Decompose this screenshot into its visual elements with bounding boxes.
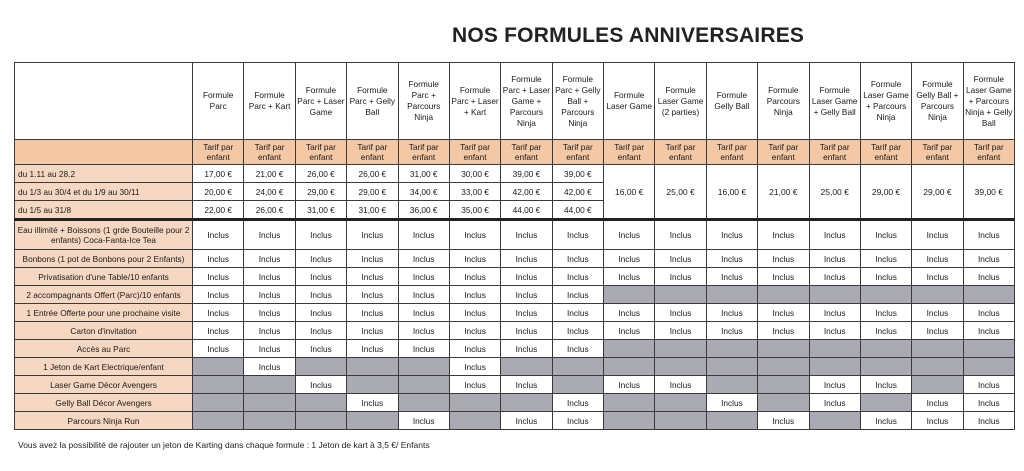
included-cell: Inclus — [912, 394, 963, 412]
tarif-cell: Tarif par enfant — [244, 140, 295, 165]
included-cell: Inclus — [501, 322, 552, 340]
price-cell: 42,00 € — [552, 183, 603, 201]
footnote: Vous avez la possibilité de rajouter un jeton de Karting dans chaque formule : 1 Jeton de kart à 3,5 €/ Enfants — [18, 440, 430, 450]
not-included-cell — [604, 340, 655, 358]
not-included-cell — [860, 340, 911, 358]
included-cell: Inclus — [347, 340, 398, 358]
not-included-cell — [758, 340, 809, 358]
fixed-price-cell: 21,00 € — [758, 165, 809, 220]
included-cell: Inclus — [244, 358, 295, 376]
not-included-cell — [963, 340, 1014, 358]
included-cell: Inclus — [860, 304, 911, 322]
included-cell: Inclus — [244, 340, 295, 358]
price-cell: 29,00 € — [347, 183, 398, 201]
included-cell: Inclus — [758, 250, 809, 268]
not-included-cell — [809, 358, 860, 376]
included-cell: Inclus — [963, 304, 1014, 322]
not-included-cell — [604, 358, 655, 376]
included-cell: Inclus — [501, 250, 552, 268]
included-cell: Inclus — [912, 412, 963, 430]
not-included-cell — [706, 412, 757, 430]
included-cell: Inclus — [963, 322, 1014, 340]
included-cell: Inclus — [809, 268, 860, 286]
included-cell: Inclus — [193, 322, 244, 340]
not-included-cell — [244, 394, 295, 412]
price-row — [15, 165, 1015, 183]
included-cell: Inclus — [655, 220, 706, 250]
included-cell: Inclus — [860, 220, 911, 250]
included-cell: Inclus — [963, 394, 1014, 412]
feature-label: Bonbons (1 pot de Bonbons pour 2 Enfants) — [15, 250, 193, 268]
included-cell: Inclus — [963, 268, 1014, 286]
not-included-cell — [963, 286, 1014, 304]
not-included-cell — [912, 286, 963, 304]
not-included-cell — [398, 394, 449, 412]
not-included-cell — [809, 340, 860, 358]
tarif-cell: Tarif par enfant — [552, 140, 603, 165]
included-cell: Inclus — [449, 376, 500, 394]
included-cell: Inclus — [912, 322, 963, 340]
price-cell: 34,00 € — [398, 183, 449, 201]
price-cell: 31,00 € — [347, 201, 398, 220]
fixed-price-cell: 16,00 € — [604, 165, 655, 220]
feature-row — [15, 322, 1015, 340]
feature-row — [15, 286, 1015, 304]
included-cell: Inclus — [398, 304, 449, 322]
included-cell: Inclus — [912, 220, 963, 250]
not-included-cell — [449, 394, 500, 412]
not-included-cell — [809, 412, 860, 430]
col-formule-parc-laser-kart: Formule Parc + Laser + Kart — [449, 63, 500, 140]
included-cell: Inclus — [912, 268, 963, 286]
included-cell: Inclus — [244, 220, 295, 250]
included-cell: Inclus — [552, 250, 603, 268]
price-cell: 42,00 € — [501, 183, 552, 201]
included-cell: Inclus — [860, 376, 911, 394]
price-cell: 31,00 € — [295, 201, 346, 220]
not-included-cell — [552, 358, 603, 376]
tarif-cell: Tarif par enfant — [501, 140, 552, 165]
included-cell: Inclus — [295, 304, 346, 322]
col-formule-parc-laser: Formule Parc + Laser Game — [295, 63, 346, 140]
included-cell: Inclus — [963, 250, 1014, 268]
feature-label: Accès au Parc — [15, 340, 193, 358]
included-cell: Inclus — [347, 322, 398, 340]
feature-label: 2 accompagnants Offert (Parc)/10 enfants — [15, 286, 193, 304]
not-included-cell — [758, 376, 809, 394]
included-cell: Inclus — [706, 250, 757, 268]
included-cell: Inclus — [398, 286, 449, 304]
included-cell: Inclus — [449, 250, 500, 268]
not-included-cell — [706, 286, 757, 304]
not-included-cell — [193, 412, 244, 430]
included-cell: Inclus — [655, 304, 706, 322]
price-cell: 33,00 € — [449, 183, 500, 201]
included-cell: Inclus — [244, 322, 295, 340]
not-included-cell — [706, 376, 757, 394]
period-label: du 1.11 au 28.2 — [15, 165, 193, 183]
not-included-cell — [655, 358, 706, 376]
tarif-cell: Tarif par enfant — [758, 140, 809, 165]
included-cell: Inclus — [552, 304, 603, 322]
included-cell: Inclus — [706, 220, 757, 250]
included-cell: Inclus — [449, 340, 500, 358]
not-included-cell — [706, 358, 757, 376]
included-cell: Inclus — [809, 220, 860, 250]
formula-header-row — [15, 63, 1015, 140]
included-cell: Inclus — [347, 268, 398, 286]
not-included-cell — [860, 358, 911, 376]
included-cell: Inclus — [398, 220, 449, 250]
not-included-cell — [860, 286, 911, 304]
col-formule-parc-gelly: Formule Parc + Gelly Ball — [347, 63, 398, 140]
included-cell: Inclus — [244, 286, 295, 304]
not-included-cell — [347, 412, 398, 430]
feature-row — [15, 220, 1015, 250]
fixed-price-cell: 16,00 € — [706, 165, 757, 220]
col-formule-laser-ninja: Formule Laser Game + Parcours Ninja — [860, 63, 911, 140]
not-included-cell — [501, 358, 552, 376]
not-included-cell — [912, 376, 963, 394]
tarif-cell: Tarif par enfant — [655, 140, 706, 165]
included-cell: Inclus — [758, 322, 809, 340]
fixed-price-cell: 25,00 € — [809, 165, 860, 220]
included-cell: Inclus — [449, 322, 500, 340]
col-formule-gelly: Formule Gelly Ball — [706, 63, 757, 140]
col-formule-parc-gelly-ninja: Formule Parc + Gelly Ball + Parcours Ninja — [552, 63, 603, 140]
price-cell: 30,00 € — [449, 165, 500, 183]
included-cell: Inclus — [552, 268, 603, 286]
not-included-cell — [655, 394, 706, 412]
price-cell: 22,00 € — [193, 201, 244, 220]
included-cell: Inclus — [501, 376, 552, 394]
col-formule-laser-2: Formule Laser Game (2 parties) — [655, 63, 706, 140]
included-cell: Inclus — [604, 376, 655, 394]
col-formule-parc: Formule Parc — [193, 63, 244, 140]
tarif-row — [15, 140, 1015, 165]
included-cell: Inclus — [552, 340, 603, 358]
not-included-cell — [655, 286, 706, 304]
price-cell: 24,00 € — [244, 183, 295, 201]
included-cell: Inclus — [295, 250, 346, 268]
not-included-cell — [398, 358, 449, 376]
included-cell: Inclus — [860, 268, 911, 286]
period-label: du 1/5 au 31/8 — [15, 201, 193, 220]
not-included-cell — [193, 394, 244, 412]
included-cell: Inclus — [963, 220, 1014, 250]
included-cell: Inclus — [552, 286, 603, 304]
included-cell: Inclus — [706, 268, 757, 286]
feature-label: Privatisation d'une Table/10 enfants — [15, 268, 193, 286]
included-cell: Inclus — [655, 376, 706, 394]
included-cell: Inclus — [758, 220, 809, 250]
not-included-cell — [860, 394, 911, 412]
included-cell: Inclus — [501, 220, 552, 250]
included-cell: Inclus — [758, 304, 809, 322]
included-cell: Inclus — [501, 268, 552, 286]
included-cell: Inclus — [244, 250, 295, 268]
feature-label: 1 Entrée Offerte pour une prochaine visite — [15, 304, 193, 322]
feature-row — [15, 304, 1015, 322]
included-cell: Inclus — [860, 322, 911, 340]
included-cell: Inclus — [347, 394, 398, 412]
price-cell: 20,00 € — [193, 183, 244, 201]
col-formule-parc-ninja: Formule Parc + Parcours Ninja — [398, 63, 449, 140]
price-cell: 26,00 € — [244, 201, 295, 220]
feature-row — [15, 376, 1015, 394]
period-label: du 1/3 au 30/4 et du 1/9 au 30/11 — [15, 183, 193, 201]
included-cell: Inclus — [552, 220, 603, 250]
included-cell: Inclus — [912, 250, 963, 268]
included-cell: Inclus — [604, 304, 655, 322]
not-included-cell — [758, 358, 809, 376]
included-cell: Inclus — [295, 340, 346, 358]
included-cell: Inclus — [809, 394, 860, 412]
price-cell: 36,00 € — [398, 201, 449, 220]
not-included-cell — [347, 376, 398, 394]
fixed-price-cell: 25,00 € — [655, 165, 706, 220]
included-cell: Inclus — [244, 268, 295, 286]
included-cell: Inclus — [193, 340, 244, 358]
included-cell: Inclus — [193, 268, 244, 286]
not-included-cell — [193, 358, 244, 376]
included-cell: Inclus — [193, 286, 244, 304]
included-cell: Inclus — [244, 304, 295, 322]
included-cell: Inclus — [398, 250, 449, 268]
not-included-cell — [604, 394, 655, 412]
price-cell: 31,00 € — [398, 165, 449, 183]
pricing-table — [14, 62, 1015, 430]
included-cell: Inclus — [449, 358, 500, 376]
included-cell: Inclus — [552, 322, 603, 340]
fixed-price-cell: 29,00 € — [860, 165, 911, 220]
price-cell: 21,00 € — [244, 165, 295, 183]
not-included-cell — [501, 394, 552, 412]
included-cell: Inclus — [347, 220, 398, 250]
not-included-cell — [655, 412, 706, 430]
not-included-cell — [809, 286, 860, 304]
tarif-cell: Tarif par enfant — [398, 140, 449, 165]
feature-row — [15, 340, 1015, 358]
included-cell: Inclus — [501, 340, 552, 358]
col-formule-laser-gelly: Formule Laser Game + Gelly Ball — [809, 63, 860, 140]
not-included-cell — [604, 412, 655, 430]
not-included-cell — [963, 358, 1014, 376]
not-included-cell — [912, 358, 963, 376]
not-included-cell — [758, 394, 809, 412]
price-cell: 17,00 € — [193, 165, 244, 183]
price-cell: 26,00 € — [295, 165, 346, 183]
included-cell: Inclus — [193, 220, 244, 250]
included-cell: Inclus — [449, 268, 500, 286]
included-cell: Inclus — [604, 220, 655, 250]
included-cell: Inclus — [501, 286, 552, 304]
not-included-cell — [449, 412, 500, 430]
included-cell: Inclus — [604, 268, 655, 286]
tarif-cell: Tarif par enfant — [449, 140, 500, 165]
feature-row — [15, 412, 1015, 430]
included-cell: Inclus — [449, 304, 500, 322]
included-cell: Inclus — [501, 412, 552, 430]
not-included-cell — [706, 340, 757, 358]
col-formule-ninja: Formule Parcours Ninja — [758, 63, 809, 140]
included-cell: Inclus — [347, 286, 398, 304]
not-included-cell — [347, 358, 398, 376]
not-included-cell — [398, 376, 449, 394]
included-cell: Inclus — [809, 250, 860, 268]
feature-row — [15, 394, 1015, 412]
feature-label: Carton d'invitation — [15, 322, 193, 340]
included-cell: Inclus — [552, 412, 603, 430]
price-cell: 44,00 € — [501, 201, 552, 220]
tarif-row-label — [15, 140, 193, 165]
col-formule-gelly-ninja: Formule Gelly Ball + Parcours Ninja — [912, 63, 963, 140]
price-cell: 26,00 € — [347, 165, 398, 183]
corner-cell — [15, 63, 193, 140]
included-cell: Inclus — [860, 250, 911, 268]
col-formule-laser-ninja-gelly: Formule Laser Game + Parcours Ninja + Gelly Ball — [963, 63, 1014, 140]
page-title: NOS FORMULES ANNIVERSAIRES — [452, 24, 805, 47]
included-cell: Inclus — [809, 322, 860, 340]
not-included-cell — [244, 412, 295, 430]
tarif-cell: Tarif par enfant — [963, 140, 1014, 165]
col-formule-parc-laser-ninja: Formule Parc + Laser Game + Parcours Ninja — [501, 63, 552, 140]
feature-row — [15, 268, 1015, 286]
included-cell: Inclus — [398, 268, 449, 286]
included-cell: Inclus — [604, 250, 655, 268]
included-cell: Inclus — [963, 376, 1014, 394]
not-included-cell — [295, 412, 346, 430]
included-cell: Inclus — [347, 304, 398, 322]
price-cell: 35,00 € — [449, 201, 500, 220]
feature-label: Parcours Ninja Run — [15, 412, 193, 430]
not-included-cell — [912, 340, 963, 358]
included-cell: Inclus — [295, 286, 346, 304]
feature-row — [15, 250, 1015, 268]
feature-label: Eau illimité + Boissons (1 grde Bouteille pour 2 enfants) Coca-Fanta-Ice Tea — [15, 220, 193, 250]
price-cell: 29,00 € — [295, 183, 346, 201]
tarif-cell: Tarif par enfant — [860, 140, 911, 165]
included-cell: Inclus — [860, 412, 911, 430]
included-cell: Inclus — [398, 340, 449, 358]
price-cell: 39,00 € — [501, 165, 552, 183]
included-cell: Inclus — [347, 250, 398, 268]
tarif-cell: Tarif par enfant — [604, 140, 655, 165]
not-included-cell — [758, 286, 809, 304]
tarif-cell: Tarif par enfant — [193, 140, 244, 165]
included-cell: Inclus — [398, 412, 449, 430]
included-cell: Inclus — [604, 322, 655, 340]
fixed-price-cell: 29,00 € — [912, 165, 963, 220]
included-cell: Inclus — [193, 304, 244, 322]
feature-row — [15, 358, 1015, 376]
tarif-cell: Tarif par enfant — [295, 140, 346, 165]
feature-label: Laser Game Décor Avengers — [15, 376, 193, 394]
not-included-cell — [655, 340, 706, 358]
price-cell: 44,00 € — [552, 201, 603, 220]
included-cell: Inclus — [501, 304, 552, 322]
tarif-cell: Tarif par enfant — [809, 140, 860, 165]
feature-label: 1 Jeton de Kart Electrique/enfant — [15, 358, 193, 376]
included-cell: Inclus — [963, 412, 1014, 430]
not-included-cell — [552, 376, 603, 394]
included-cell: Inclus — [758, 412, 809, 430]
included-cell: Inclus — [912, 304, 963, 322]
included-cell: Inclus — [193, 250, 244, 268]
tarif-cell: Tarif par enfant — [706, 140, 757, 165]
included-cell: Inclus — [706, 394, 757, 412]
included-cell: Inclus — [295, 220, 346, 250]
included-cell: Inclus — [706, 304, 757, 322]
col-formule-parc-kart: Formule Parc + Kart — [244, 63, 295, 140]
not-included-cell — [193, 376, 244, 394]
included-cell: Inclus — [295, 268, 346, 286]
feature-label: Gelly Ball Décor Avengers — [15, 394, 193, 412]
tarif-cell: Tarif par enfant — [347, 140, 398, 165]
included-cell: Inclus — [295, 322, 346, 340]
included-cell: Inclus — [449, 286, 500, 304]
included-cell: Inclus — [809, 376, 860, 394]
included-cell: Inclus — [655, 250, 706, 268]
included-cell: Inclus — [655, 268, 706, 286]
not-included-cell — [295, 394, 346, 412]
price-cell: 39,00 € — [552, 165, 603, 183]
not-included-cell — [244, 376, 295, 394]
included-cell: Inclus — [449, 220, 500, 250]
included-cell: Inclus — [706, 322, 757, 340]
fixed-price-cell: 39,00 € — [963, 165, 1014, 220]
tarif-cell: Tarif par enfant — [912, 140, 963, 165]
included-cell: Inclus — [398, 322, 449, 340]
col-formule-laser: Formule Laser Game — [604, 63, 655, 140]
not-included-cell — [295, 358, 346, 376]
not-included-cell — [604, 286, 655, 304]
included-cell: Inclus — [295, 376, 346, 394]
included-cell: Inclus — [552, 394, 603, 412]
included-cell: Inclus — [809, 304, 860, 322]
included-cell: Inclus — [655, 322, 706, 340]
included-cell: Inclus — [758, 268, 809, 286]
